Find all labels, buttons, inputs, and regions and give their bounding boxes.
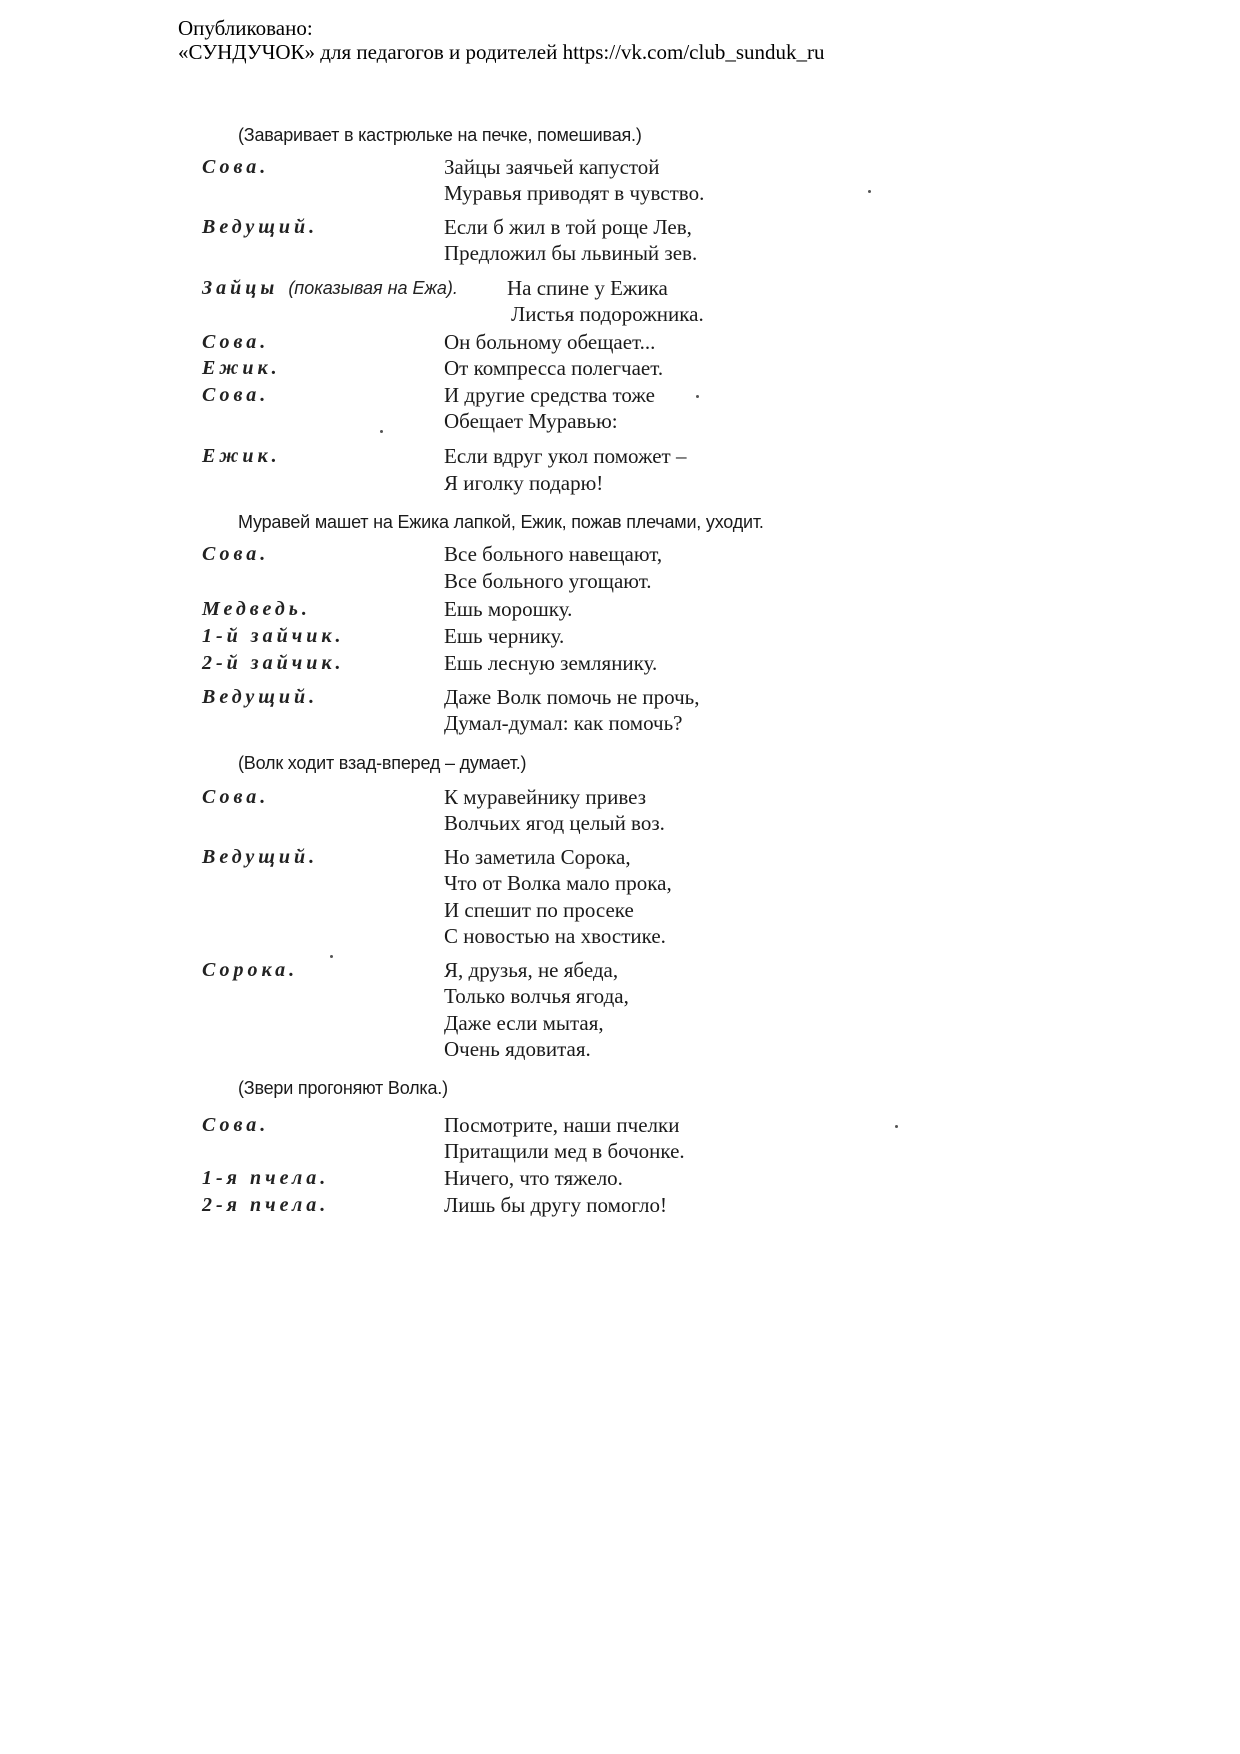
verse-line: Предложил бы львиный зев. (444, 241, 698, 265)
speaker-label: Ведущий. (202, 846, 319, 868)
verse-line: Все больного угощают. (444, 569, 652, 593)
verse-line: Я, друзья, не ябеда, (444, 958, 619, 982)
stage-direction: Муравей машет на Ежика лапкой, Ежик, пожав плечами, уходит. (238, 512, 764, 532)
verse-line: Посмотрите, наши пчелки (444, 1113, 680, 1137)
verse-line: Даже если мытая, (444, 1011, 604, 1035)
speaker-label: 2-й зайчик. (202, 652, 345, 674)
speaker-label: Сова. (202, 543, 270, 565)
verse-line: Только волчья ягода, (444, 984, 629, 1008)
stage-direction: (Волк ходит взад-вперед – думает.) (238, 753, 527, 773)
verse-line: Даже Волк помочь не прочь, (444, 685, 700, 709)
speaker-label: Медведь. (202, 598, 311, 620)
stage-direction: (Заваривает в кастрюльке на печке, помешивая.) (238, 125, 642, 145)
verse-line: Притащили мед в бочонке. (444, 1139, 685, 1163)
speaker-label: Ежик. (202, 445, 281, 467)
header-published-label: Опубликовано: (178, 16, 313, 40)
scan-speck (868, 190, 871, 193)
verse-line: Но заметила Сорока, (444, 845, 631, 869)
verse-line: Он больному обещает... (444, 330, 656, 354)
verse-line: От компресса полегчает. (444, 356, 664, 380)
verse-line: И другие средства тоже (444, 383, 655, 407)
verse-line: И спешит по просеке (444, 898, 634, 922)
speaker-label: 1-й зайчик. (202, 625, 345, 647)
scan-speck (895, 1125, 898, 1128)
verse-line: Что от Волка мало прока, (444, 871, 672, 895)
speaker-label: Ведущий. (202, 216, 319, 238)
verse-line: Зайцы заячьей капустой (444, 155, 660, 179)
speaker-label: Сова. (202, 156, 270, 178)
speaker-label: Сова. (202, 384, 270, 406)
scan-speck (380, 430, 383, 433)
verse-line: Ешь чернику. (444, 624, 565, 648)
verse-line: Лишь бы другу помогло! (444, 1193, 667, 1217)
verse-line: Ешь лесную землянику. (444, 651, 658, 675)
verse-line: На спине у Ежика (507, 276, 668, 300)
stage-direction: (Звери прогоняют Волка.) (238, 1078, 448, 1098)
speaker-label: 2-я пчела. (202, 1194, 330, 1216)
verse-line: Ничего, что тяжело. (444, 1166, 623, 1190)
speaker-note: (показывая на Ежа). (288, 278, 458, 298)
verse-line: Очень ядовитая. (444, 1037, 591, 1061)
scan-speck (330, 955, 333, 958)
speaker-label (202, 276, 458, 300)
verse-line: Я иголку подарю! (444, 471, 604, 495)
speaker-label: Ежик. (202, 357, 281, 379)
speaker-label: Сова. (202, 331, 270, 353)
verse-line: С новостью на хвостике. (444, 924, 666, 948)
verse-line: К муравейнику привез (444, 785, 646, 809)
speaker-label: Сова. (202, 786, 270, 808)
speaker-name: Зайцы (202, 277, 279, 299)
verse-line: Муравья приводят в чувство. (444, 181, 705, 205)
scan-speck (696, 395, 699, 398)
speaker-label: Ведущий. (202, 686, 319, 708)
header-source-link[interactable]: «СУНДУЧОК» для педагогов и родителей https://vk.com/club_sunduk_ru (178, 40, 825, 64)
verse-line: Волчьих ягод целый воз. (444, 811, 665, 835)
verse-line: Ешь морошку. (444, 597, 573, 621)
speaker-label: Сорока. (202, 959, 299, 981)
verse-line: Думал-думал: как помочь? (444, 711, 683, 735)
verse-line: Все больного навещают, (444, 542, 663, 566)
verse-line: Если б жил в той роще Лев, (444, 215, 692, 239)
verse-line: Если вдруг укол поможет – (444, 444, 687, 468)
verse-line: Обещает Муравью: (444, 409, 618, 433)
verse-line: Листья подорожника. (511, 302, 704, 326)
speaker-label: Сова. (202, 1114, 270, 1136)
speaker-label: 1-я пчела. (202, 1167, 330, 1189)
